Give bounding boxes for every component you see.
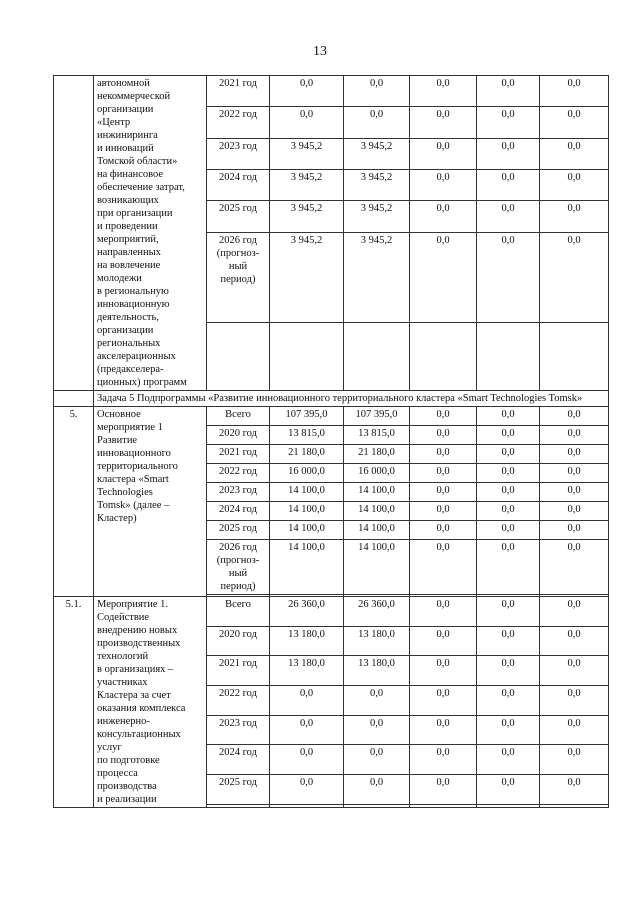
- value-cell: 0,0: [410, 715, 477, 745]
- year-cell: 2022 год: [207, 464, 270, 483]
- value-cell: 0,0: [410, 626, 477, 656]
- value-cell: 0,0: [270, 715, 344, 745]
- value-cell: 0,0: [410, 76, 477, 107]
- value-cell: 0,0: [410, 138, 477, 169]
- value-cell: 0,0: [344, 107, 410, 138]
- value-cell: 3 945,2: [344, 232, 410, 323]
- value-cell: 16 000,0: [270, 464, 344, 483]
- value-cell: 16 000,0: [344, 464, 410, 483]
- empty-cell: [54, 391, 94, 407]
- value-cell: 13 815,0: [344, 426, 410, 445]
- value-cell: 0,0: [477, 626, 540, 656]
- year-cell: 2022 год: [207, 686, 270, 716]
- value-cell: 0,0: [540, 745, 609, 775]
- measure-name-cell: Основное мероприятие 1 Развитие инновационного территориального кластера «Smart Technologies Tomsk» (далее – Кластер): [94, 407, 207, 597]
- year-cell: 2023 год: [207, 715, 270, 745]
- value-cell: 0,0: [410, 686, 477, 716]
- table-row: [54, 76, 609, 107]
- value-cell: 13 180,0: [270, 656, 344, 686]
- value-cell: 13 815,0: [270, 426, 344, 445]
- value-cell: 0,0: [477, 775, 540, 805]
- measure-name-cell: Мероприятие 1. Содействие внедрению новых производственных технологий в организациях – участниках Кластера за счет оказания комплекса инженерно- консультационных услуг по подготовке процесса производства и реализации: [94, 597, 207, 808]
- empty-cell: [540, 323, 609, 391]
- year-cell: 2024 год: [207, 169, 270, 200]
- value-cell: 0,0: [477, 745, 540, 775]
- year-cell: Всего: [207, 407, 270, 426]
- budget-table: [53, 75, 609, 808]
- value-cell: 0,0: [540, 138, 609, 169]
- value-cell: 0,0: [410, 502, 477, 521]
- value-cell: 0,0: [540, 597, 609, 627]
- year-cell: 2026 год (прогноз- ный период): [207, 232, 270, 323]
- value-cell: 0,0: [540, 464, 609, 483]
- value-cell: 0,0: [540, 540, 609, 595]
- value-cell: 3 945,2: [270, 201, 344, 232]
- value-cell: 0,0: [410, 201, 477, 232]
- value-cell: 0,0: [410, 407, 477, 426]
- value-cell: 0,0: [270, 686, 344, 716]
- value-cell: 0,0: [410, 656, 477, 686]
- value-cell: 0,0: [270, 107, 344, 138]
- value-cell: 0,0: [477, 407, 540, 426]
- value-cell: 0,0: [410, 445, 477, 464]
- value-cell: 21 180,0: [344, 445, 410, 464]
- value-cell: 0,0: [477, 138, 540, 169]
- value-cell: 3 945,2: [270, 232, 344, 323]
- year-cell: 2024 год: [207, 745, 270, 775]
- value-cell: 0,0: [477, 201, 540, 232]
- value-cell: 0,0: [540, 686, 609, 716]
- value-cell: 3 945,2: [344, 201, 410, 232]
- table-row: [54, 407, 609, 426]
- value-cell: 14 100,0: [270, 540, 344, 595]
- value-cell: 0,0: [410, 597, 477, 627]
- value-cell: 0,0: [477, 656, 540, 686]
- year-cell: 2025 год: [207, 775, 270, 805]
- value-cell: 0,0: [477, 483, 540, 502]
- value-cell: 107 395,0: [270, 407, 344, 426]
- year-cell: 2021 год: [207, 656, 270, 686]
- value-cell: 0,0: [540, 775, 609, 805]
- value-cell: 0,0: [477, 426, 540, 445]
- year-cell: 2026 год (прогноз- ный период): [207, 540, 270, 595]
- year-cell: 2022 год: [207, 107, 270, 138]
- value-cell: 0,0: [344, 745, 410, 775]
- value-cell: 0,0: [410, 464, 477, 483]
- value-cell: 14 100,0: [270, 521, 344, 540]
- value-cell: 0,0: [540, 407, 609, 426]
- value-cell: 0,0: [540, 521, 609, 540]
- value-cell: 14 100,0: [344, 540, 410, 595]
- value-cell: 0,0: [410, 169, 477, 200]
- value-cell: 0,0: [540, 483, 609, 502]
- empty-cell: [410, 323, 477, 391]
- value-cell: 0,0: [477, 232, 540, 323]
- row-number-cell: [54, 76, 94, 391]
- value-cell: 0,0: [477, 715, 540, 745]
- year-cell: 2025 год: [207, 521, 270, 540]
- value-cell: 0,0: [344, 715, 410, 745]
- value-cell: 0,0: [540, 502, 609, 521]
- value-cell: 26 360,0: [270, 597, 344, 627]
- value-cell: 0,0: [540, 445, 609, 464]
- year-cell: 2021 год: [207, 445, 270, 464]
- value-cell: 14 100,0: [270, 502, 344, 521]
- value-cell: 0,0: [540, 76, 609, 107]
- year-cell: 2025 год: [207, 201, 270, 232]
- value-cell: 0,0: [477, 445, 540, 464]
- empty-cell: [344, 804, 410, 807]
- row-number-cell: 5.1.: [54, 597, 94, 808]
- year-cell: 2020 год: [207, 626, 270, 656]
- empty-cell: [540, 804, 609, 807]
- value-cell: 0,0: [477, 597, 540, 627]
- year-cell: Всего: [207, 597, 270, 627]
- task-heading: Задача 5 Подпрограммы «Развитие инновационного территориального кластера «Smart Technologies Tomsk»: [94, 391, 609, 407]
- value-cell: 0,0: [410, 540, 477, 595]
- year-cell: 2023 год: [207, 138, 270, 169]
- value-cell: 0,0: [270, 76, 344, 107]
- value-cell: 13 180,0: [344, 656, 410, 686]
- value-cell: 0,0: [477, 76, 540, 107]
- value-cell: 0,0: [410, 483, 477, 502]
- value-cell: 0,0: [477, 502, 540, 521]
- empty-cell: [410, 804, 477, 807]
- table-row: [54, 597, 609, 627]
- empty-cell: [270, 323, 344, 391]
- value-cell: 14 100,0: [270, 483, 344, 502]
- value-cell: 0,0: [477, 464, 540, 483]
- value-cell: 3 945,2: [270, 169, 344, 200]
- task-header-row: [54, 391, 609, 407]
- value-cell: 0,0: [270, 775, 344, 805]
- empty-cell: [207, 323, 270, 391]
- value-cell: 14 100,0: [344, 483, 410, 502]
- value-cell: 0,0: [410, 775, 477, 805]
- value-cell: 14 100,0: [344, 502, 410, 521]
- value-cell: 0,0: [344, 686, 410, 716]
- value-cell: 3 945,2: [270, 138, 344, 169]
- value-cell: 0,0: [410, 107, 477, 138]
- value-cell: 0,0: [410, 232, 477, 323]
- value-cell: 13 180,0: [270, 626, 344, 656]
- value-cell: 0,0: [477, 686, 540, 716]
- value-cell: 107 395,0: [344, 407, 410, 426]
- page-number: 13: [313, 44, 327, 59]
- value-cell: 0,0: [477, 107, 540, 138]
- value-cell: 3 945,2: [344, 138, 410, 169]
- value-cell: 13 180,0: [344, 626, 410, 656]
- value-cell: 0,0: [477, 169, 540, 200]
- value-cell: 0,0: [540, 169, 609, 200]
- empty-cell: [477, 804, 540, 807]
- value-cell: 0,0: [410, 521, 477, 540]
- empty-cell: [344, 323, 410, 391]
- value-cell: 0,0: [477, 521, 540, 540]
- empty-cell: [270, 804, 344, 807]
- value-cell: 0,0: [540, 656, 609, 686]
- value-cell: 26 360,0: [344, 597, 410, 627]
- year-cell: 2023 год: [207, 483, 270, 502]
- year-cell: 2020 год: [207, 426, 270, 445]
- value-cell: 0,0: [270, 745, 344, 775]
- empty-cell: [477, 323, 540, 391]
- value-cell: 0,0: [540, 107, 609, 138]
- value-cell: 0,0: [540, 232, 609, 323]
- year-cell: 2024 год: [207, 502, 270, 521]
- value-cell: 0,0: [540, 201, 609, 232]
- value-cell: 0,0: [344, 775, 410, 805]
- value-cell: 0,0: [540, 426, 609, 445]
- year-cell: 2021 год: [207, 76, 270, 107]
- measure-name-cell: автономной некоммерческой организации «Центр инжиниринга и инноваций Томской области» на финансовое обеспечение затрат, возникающих при организации и проведении мероприятий, направленных на вовлечение молодежи в региональную инновационную деятельность, организации региональных акселерационных (предакселера- ционных) программ: [94, 76, 207, 391]
- value-cell: 21 180,0: [270, 445, 344, 464]
- value-cell: 0,0: [410, 426, 477, 445]
- row-number-cell: 5.: [54, 407, 94, 597]
- value-cell: 0,0: [540, 715, 609, 745]
- value-cell: 3 945,2: [344, 169, 410, 200]
- value-cell: 0,0: [540, 626, 609, 656]
- empty-cell: [207, 804, 270, 807]
- value-cell: 0,0: [344, 76, 410, 107]
- value-cell: 0,0: [477, 540, 540, 595]
- value-cell: 14 100,0: [344, 521, 410, 540]
- value-cell: 0,0: [410, 745, 477, 775]
